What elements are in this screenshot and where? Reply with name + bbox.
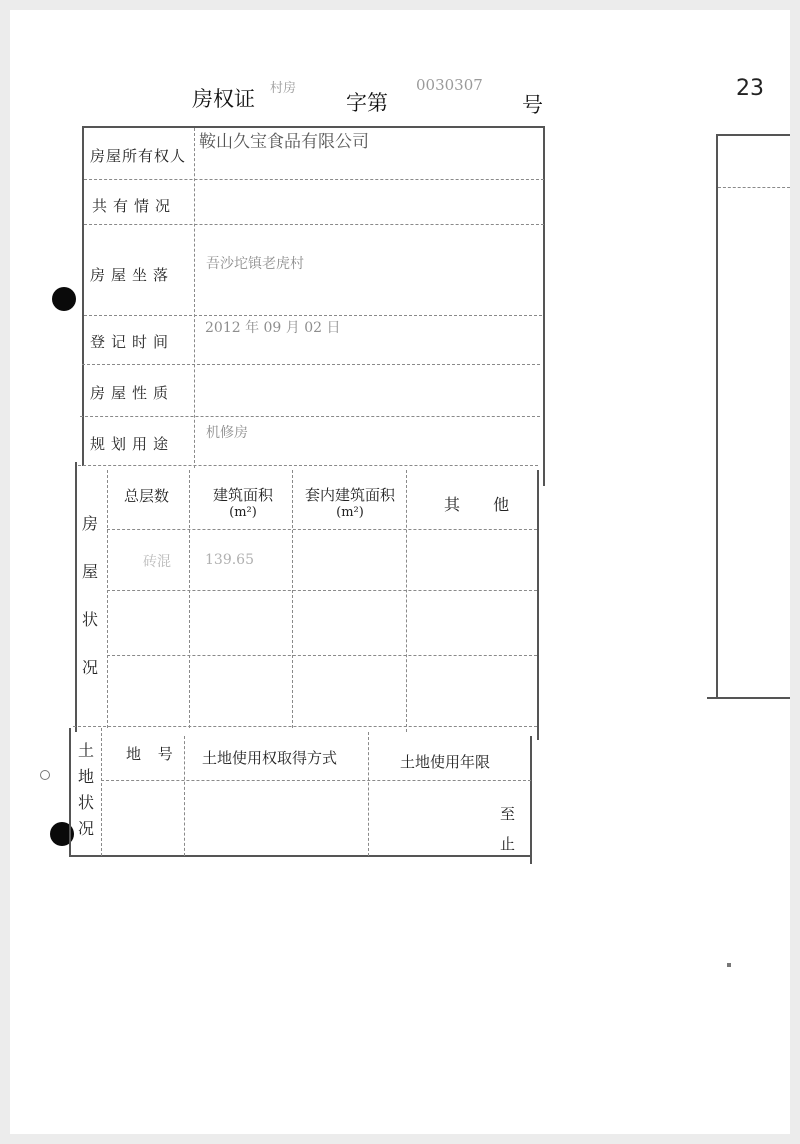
- nature-label: 房屋性质: [90, 384, 175, 402]
- cert-middle: 字第: [346, 91, 388, 115]
- location-label: 房屋坐落: [90, 266, 175, 284]
- house-status-side-label: [80, 500, 100, 692]
- col-header-floors: 总层数: [124, 487, 170, 505]
- punch-hole-top: [52, 287, 76, 311]
- usage-value: 机修房: [206, 425, 248, 441]
- house-row-floors: 砖混: [143, 554, 171, 570]
- reg-time-value: 2012 年 09 月 02 日: [205, 320, 341, 336]
- land-term-to: 至: [500, 805, 516, 823]
- land-status-side-label: [76, 738, 96, 842]
- house-status-char: 房: [81, 514, 98, 533]
- house-status-char: 状: [81, 610, 98, 629]
- land-col-method: 土地使用权取得方式: [202, 749, 338, 767]
- owner-value: 鞍山久宝食品有限公司: [199, 132, 369, 152]
- col-header-area-text: 建筑面积: [212, 486, 273, 504]
- land-status-char: 地: [77, 767, 94, 786]
- reg-time-label: 登记时间: [90, 333, 175, 351]
- scan-mark: [727, 963, 731, 967]
- cert-number: 0030307: [416, 76, 483, 94]
- cert-suffix: 号: [522, 93, 543, 117]
- page-number: 23: [736, 76, 764, 101]
- owner-label: 房屋所有权人: [90, 147, 187, 165]
- col-header-inner-area: [296, 484, 404, 520]
- house-status-char: 况: [81, 658, 98, 677]
- scan-mark: [40, 770, 50, 780]
- land-status-char: 土: [77, 741, 94, 760]
- land-status-char: 况: [77, 819, 94, 838]
- col-header-inner-area-unit: (m²): [336, 505, 364, 520]
- location-value: 吾沙坨镇老虎村: [206, 256, 304, 272]
- col-header-other: 其 他: [444, 495, 524, 514]
- col-header-area-unit: (m²): [229, 505, 257, 520]
- land-col-term: 土地使用年限: [400, 753, 491, 771]
- cert-handwritten-type: 村房: [270, 81, 297, 96]
- house-row-area: 139.65: [205, 552, 254, 568]
- land-term-end: 止: [500, 835, 516, 853]
- land-status-char: 状: [77, 793, 94, 812]
- cert-prefix: 房权证: [192, 87, 255, 111]
- col-header-area: [196, 484, 290, 520]
- land-col-lot: 地 号: [126, 745, 179, 763]
- usage-label: 规划用途: [90, 435, 175, 453]
- sharing-label: 共有情况: [92, 197, 177, 215]
- house-status-char: 屋: [81, 562, 98, 581]
- col-header-inner-area-text: 套内建筑面积: [304, 486, 395, 504]
